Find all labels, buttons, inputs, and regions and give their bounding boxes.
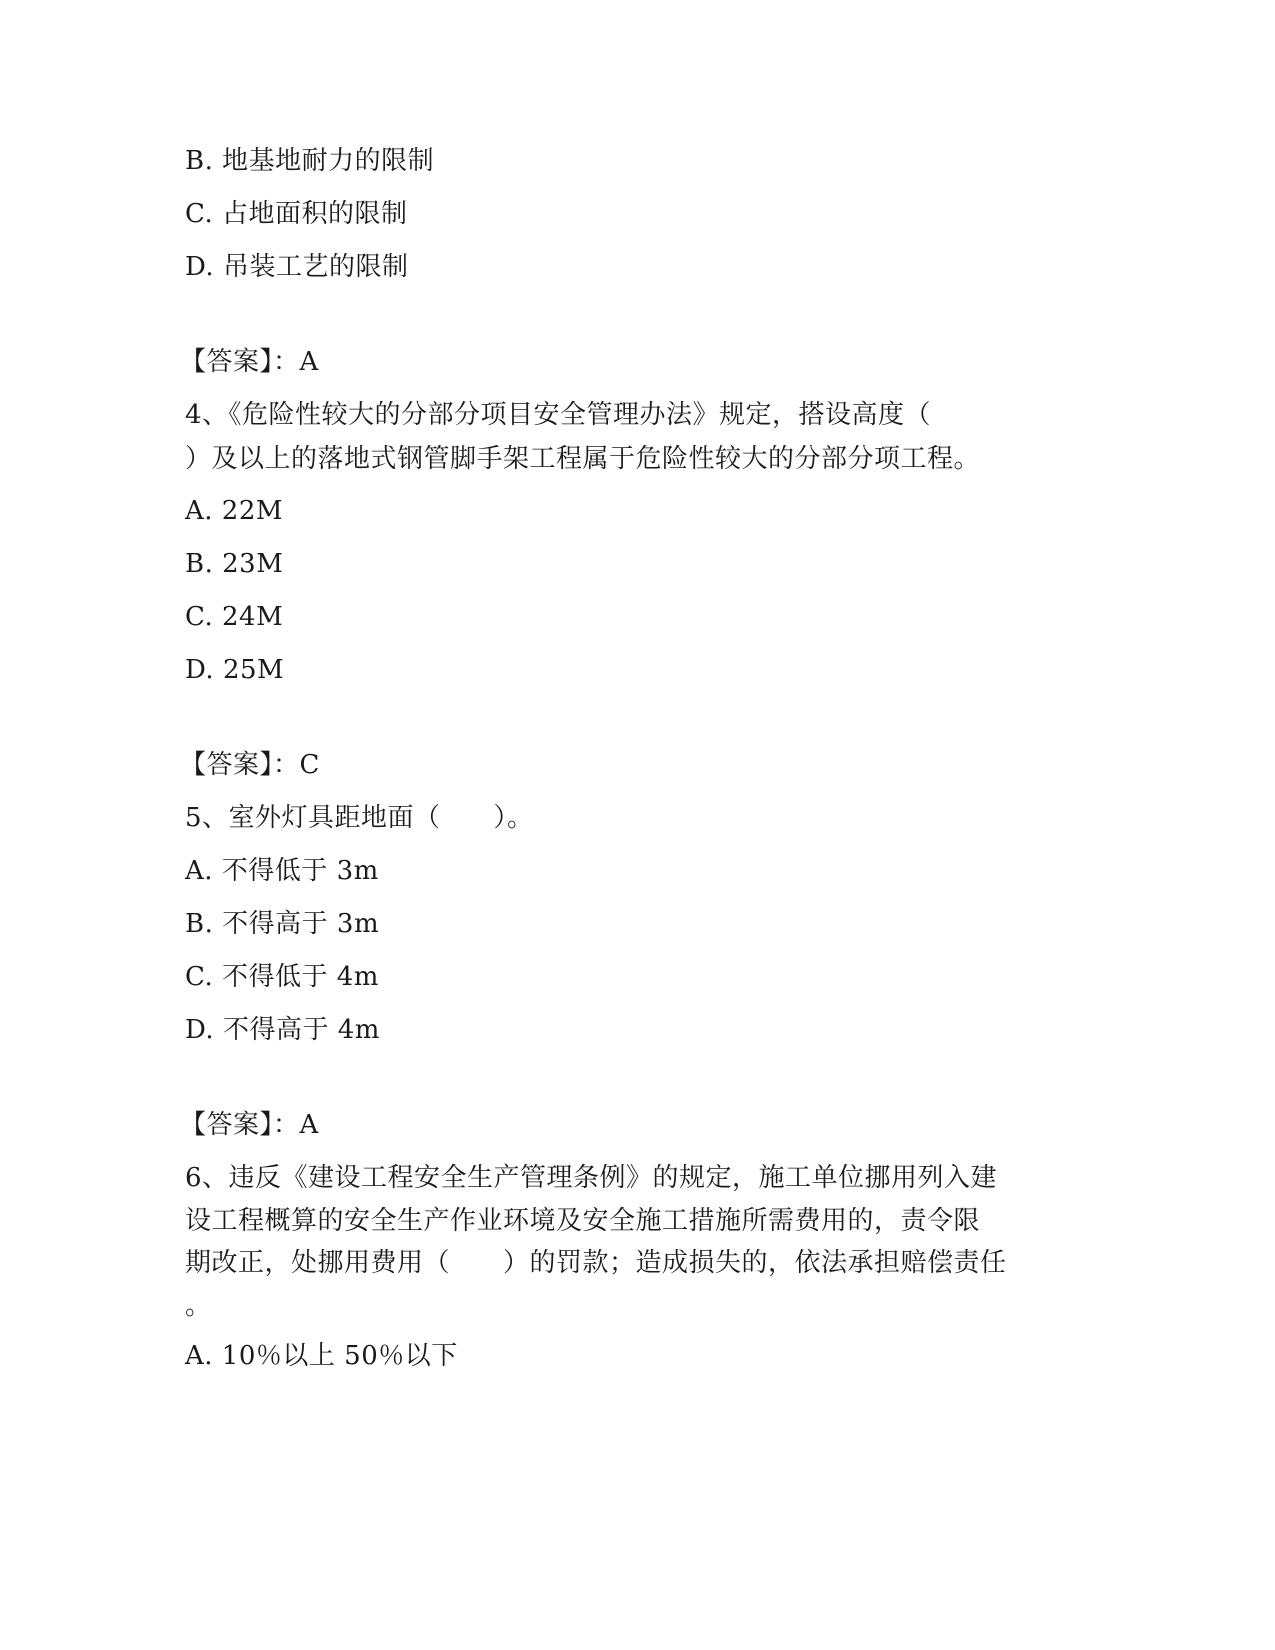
q3-answer: 【答案】：A	[180, 347, 319, 377]
q6-question-line4: 。	[185, 1291, 212, 1321]
q4-option-d: D. 25M	[185, 655, 285, 685]
q4-question-line2: ）及以上的落地式钢管脚手架工程属于危险性较大的分部分项工程。	[185, 444, 981, 474]
q3-option-d: D. 吊装工艺的限制	[185, 252, 409, 282]
q6-question-line1: 6、违反《建设工程安全生产管理条例》的规定，施工单位挪用列入建	[185, 1163, 998, 1193]
q4-question-line1: 4、《危险性较大的分部分项目安全管理办法》规定，搭设高度（	[185, 400, 932, 430]
q5-answer: 【答案】：A	[180, 1110, 319, 1140]
q6-option-a: A. 10％以上 50％以下	[185, 1341, 458, 1371]
q5-option-b: B. 不得高于 3m	[185, 909, 380, 939]
q5-option-a: A. 不得低于 3m	[185, 856, 379, 886]
q4-answer: 【答案】：C	[180, 750, 320, 780]
q4-option-b: B. 23M	[185, 549, 284, 579]
q3-option-c: C. 占地面积的限制	[185, 199, 408, 229]
q5-option-d: D. 不得高于 4m	[185, 1015, 380, 1045]
q4-option-a: A. 22M	[185, 496, 284, 526]
q6-question-line3: 期改正，处挪用费用（ ）的罚款；造成损失的，依法承担赔偿责任	[185, 1248, 1007, 1278]
q3-option-b: B. 地基地耐力的限制	[185, 146, 435, 176]
q4-option-c: C. 24M	[185, 602, 284, 632]
q6-question-line2: 设工程概算的安全生产作业环境及安全施工措施所需费用的，责令限	[185, 1206, 981, 1236]
q5-question: 5、室外灯具距地面（ ）。	[185, 803, 534, 833]
q5-option-c: C. 不得低于 4m	[185, 962, 379, 992]
